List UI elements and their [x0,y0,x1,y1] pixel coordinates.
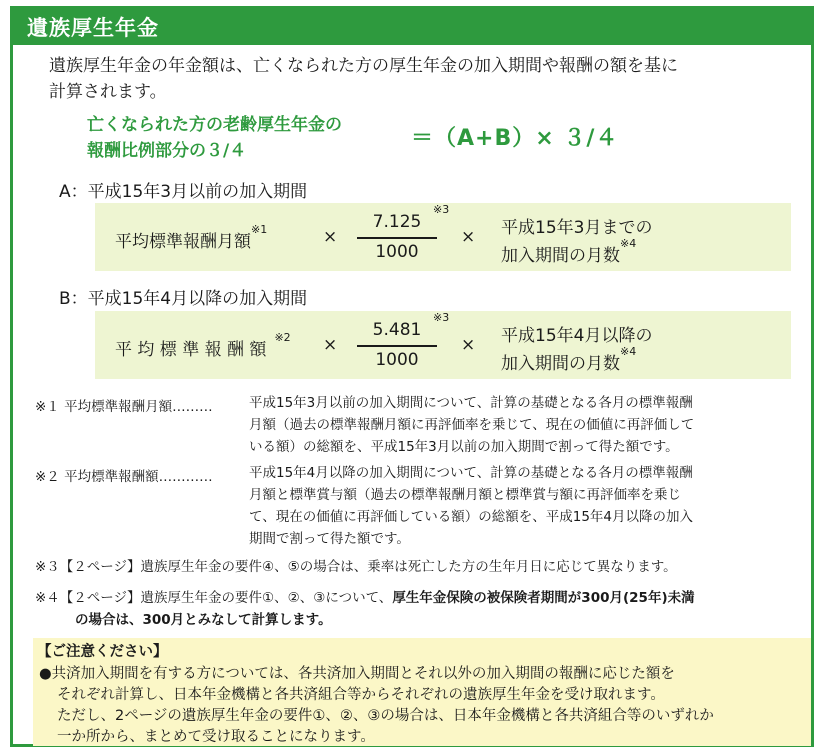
formula-label [87,112,342,164]
section-a-term: 平均標準報酬月額$^{※1}$ [115,223,268,252]
note-1-label: ※１ 平均標準報酬月額……… [35,399,213,415]
formula-label-line: 亡くなられた方の老齢厚生年金の [87,115,342,135]
section-a-numerator-mark: ※3 [433,203,450,216]
times-sign: × [323,335,338,355]
section-a-denominator: 1000 [375,242,419,262]
section-a-period-line: 平成15年3月までの [501,218,653,238]
section-a-period-line: 加入期間の月数$^{※4}$ [501,237,637,266]
section-a-formula-box [95,203,791,271]
section-b-term: 平 均 標 準 報 酬 額$^{※2}$ [115,331,291,360]
section-b-numerator: 5.481 [372,320,422,340]
intro-line: 遺族厚生年金の年金額は、亡くなられた方の厚生年金の加入期間や報酬の額を基に [49,56,678,76]
note-1-text: 平成15年3月以前の加入期間について、計算の基礎となる各月の標準報酬 月額（過去の標準報酬月額に再評価率を乗じて、現在の価値に再評価して いる額）の総額を、平成15年3月以前の加入期間で割って得た額です。 [249,395,695,455]
formula-label-line: 報酬比例部分の３/４ [87,141,247,161]
caution-box [33,638,811,746]
times-sign: × [323,227,338,247]
times-sign: × [461,335,476,355]
section-a-heading: A：平成15年3月以前の加入期間 [59,182,308,202]
caution-line: 一か所から、まとめて受け取ることになります。 [57,729,375,745]
section-b-denominator: 1000 [375,350,419,370]
intro-text [49,53,809,105]
page-title: 遺族厚生年金 [27,16,159,40]
note-3-text: ※３【２ページ】遺族厚生年金の要件④、⑤の場合は、乗率は死亡した方の生年月日に応じて異なります。 [35,559,677,575]
fraction-line [357,237,437,239]
section-b-formula-box [95,311,791,379]
section-b-period-line: 加入期間の月数$^{※4}$ [501,345,637,374]
caution-line: それぞれ計算し、日本年金機構と各共済組合等からそれぞれの遺族厚生年金を受け取れます。 [57,687,665,703]
fraction-line [357,345,437,347]
section-b-period-line: 平成15年4月以降の [501,326,653,346]
note-2-text: 平成15年4月以降の加入期間について、計算の基礎となる各月の標準報酬 月額と標準賞与額（過去の標準報酬月額と標準賞与額に再評価率を乗じ て、現在の価値に再評価している額）の総額を、平成15年4月以降の加入 期間で割って得た額です。 [249,465,693,547]
caution-line: ●共済加入期間を有する方については、各共済加入期間とそれ以外の加入期間の報酬に応じた額を [39,666,675,682]
section-a-numerator: 7.125 [372,212,422,232]
intro-line: 計算されます。 [49,82,167,102]
formula-equation: ＝（A+B）× ３/４ [411,126,619,151]
section-b-heading: B：平成15年4月以降の加入期間 [59,289,308,309]
note-2-label: ※２ 平均標準報酬額………… [35,469,213,485]
document-frame [10,6,814,747]
note-4-text: ※４【２ページ】遺族厚生年金の要件①、②、③について、厚生年金保険の被保険者期間が300月(25年)未満 の場合は、300月とみなして計算します。 [35,590,695,628]
times-sign: × [461,227,476,247]
caution-heading: 【ご注意ください】 [37,644,168,660]
section-b-numerator-mark: ※3 [433,311,450,324]
caution-line: ただし、2ページの遺族厚生年金の要件①、②、③の場合は、日本年金機構と各共済組合等のいずれか [57,708,714,724]
title-bar [13,9,811,45]
